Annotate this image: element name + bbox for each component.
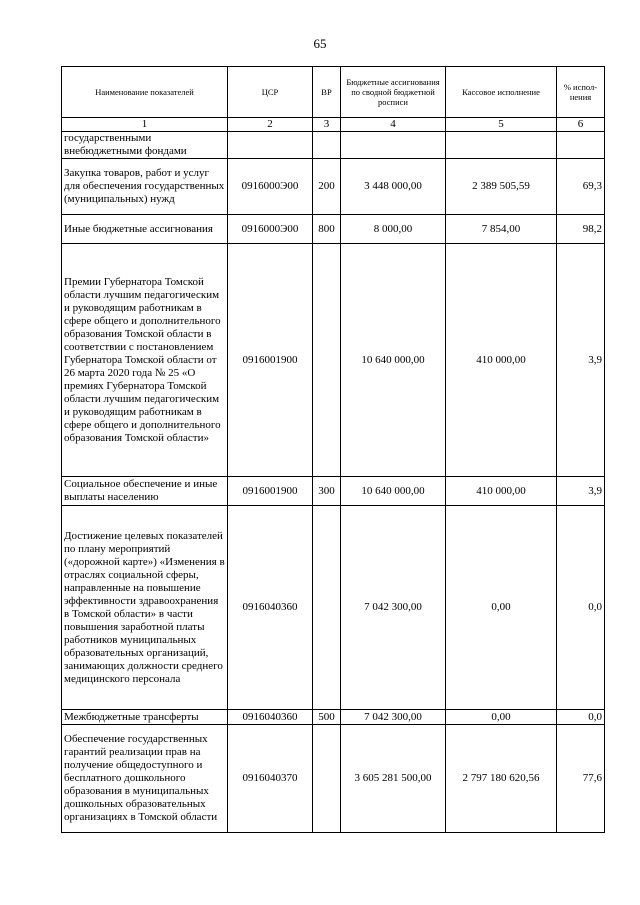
page-number: 65 <box>313 36 327 51</box>
row-budget: 3 448 000,00 <box>341 159 446 215</box>
row-csr: 0916001900 <box>228 244 313 477</box>
row-name: Премии Губернатора Томской области лучшим педагогическим и руководящим работникам в сфере общего и дополнительного образования Томской области в соответствии с постановлением Губернатора Томской области от 26 марта 2020 года № 25 «О премиях Губернатора Томской области лучшим педагогическим и руководящим работникам в сфере общего и дополнительного образования Томской области» <box>62 244 228 477</box>
column-number: 2 <box>228 118 313 132</box>
row-name: Закупка товаров, работ и услуг для обеспечения государственных (муниципальных) нужд <box>62 159 228 215</box>
row-budget <box>341 132 446 159</box>
row-vr <box>313 725 341 833</box>
row-vr: 800 <box>313 215 341 244</box>
column-number: 6 <box>557 118 605 132</box>
row-cash: 7 854,00 <box>446 215 557 244</box>
row-csr: 0916000Э00 <box>228 159 313 215</box>
column-number: 1 <box>62 118 228 132</box>
row-cash: 0,00 <box>446 506 557 710</box>
row-cash: 2 797 180 620,56 <box>446 725 557 833</box>
table-row <box>62 215 605 244</box>
row-name: Достижение целевых показателей по плану мероприятий («дорожной карте») «Изменения в отраслях социальной сферы, направленные на повышение эффективности здравоохранения в Томской области» в части повышения заработной платы работников муниципальных образовательных организаций, занимающих должности среднего медицинского персонала <box>62 506 228 710</box>
row-budget: 3 605 281 500,00 <box>341 725 446 833</box>
header-cash: Кассовое исполнение <box>446 67 557 118</box>
row-budget: 10 640 000,00 <box>341 477 446 506</box>
table-row <box>62 477 605 506</box>
header-name: Наименование показателей <box>62 67 228 118</box>
row-pct: 98,2 <box>557 215 605 244</box>
row-csr <box>228 132 313 159</box>
row-csr: 0916000Э00 <box>228 215 313 244</box>
header-csr: ЦСР <box>228 67 313 118</box>
row-name: Иные бюджетные ассигнования <box>62 215 228 244</box>
row-name: Межбюджетные трансферты <box>62 710 228 725</box>
row-pct: 69,3 <box>557 159 605 215</box>
row-cash: 0,00 <box>446 710 557 725</box>
column-number: 3 <box>313 118 341 132</box>
table-row <box>62 159 605 215</box>
row-budget: 8 000,00 <box>341 215 446 244</box>
row-cash: 410 000,00 <box>446 477 557 506</box>
row-pct: 3,9 <box>557 244 605 477</box>
row-name: Обеспечение государственных гарантий реализации прав на получение общедоступного и бесплатного дошкольного образования в муниципальных дошкольных образовательных организациях в Томской области <box>62 725 228 833</box>
column-number: 4 <box>341 118 446 132</box>
table-row <box>62 244 605 477</box>
row-pct: 0,0 <box>557 710 605 725</box>
budget-table <box>61 66 605 833</box>
row-csr: 0916040370 <box>228 725 313 833</box>
row-pct <box>557 132 605 159</box>
row-cash <box>446 132 557 159</box>
row-vr: 300 <box>313 477 341 506</box>
row-budget: 7 042 300,00 <box>341 710 446 725</box>
table-row <box>62 132 605 159</box>
row-csr: 0916040360 <box>228 710 313 725</box>
row-vr <box>313 132 341 159</box>
column-number: 5 <box>446 118 557 132</box>
row-pct: 3,9 <box>557 477 605 506</box>
row-vr <box>313 244 341 477</box>
row-vr: 500 <box>313 710 341 725</box>
column-number-row <box>62 118 605 132</box>
row-vr <box>313 506 341 710</box>
row-cash: 2 389 505,59 <box>446 159 557 215</box>
header-vr: ВР <box>313 67 341 118</box>
header-row <box>62 67 605 118</box>
row-pct: 0,0 <box>557 506 605 710</box>
header-budget: Бюджетные ассигнования по сводной бюджетной росписи <box>341 67 446 118</box>
table-row <box>62 725 605 833</box>
row-vr: 200 <box>313 159 341 215</box>
row-pct: 77,6 <box>557 725 605 833</box>
row-csr: 0916040360 <box>228 506 313 710</box>
table-row <box>62 710 605 725</box>
row-budget: 7 042 300,00 <box>341 506 446 710</box>
table-row <box>62 506 605 710</box>
row-csr: 0916001900 <box>228 477 313 506</box>
row-name: государственными внебюджетными фондами <box>62 132 228 159</box>
header-pct: % испол-нения <box>557 67 605 118</box>
row-cash: 410 000,00 <box>446 244 557 477</box>
row-name: Социальное обеспечение и иные выплаты населению <box>62 477 228 506</box>
row-budget: 10 640 000,00 <box>341 244 446 477</box>
